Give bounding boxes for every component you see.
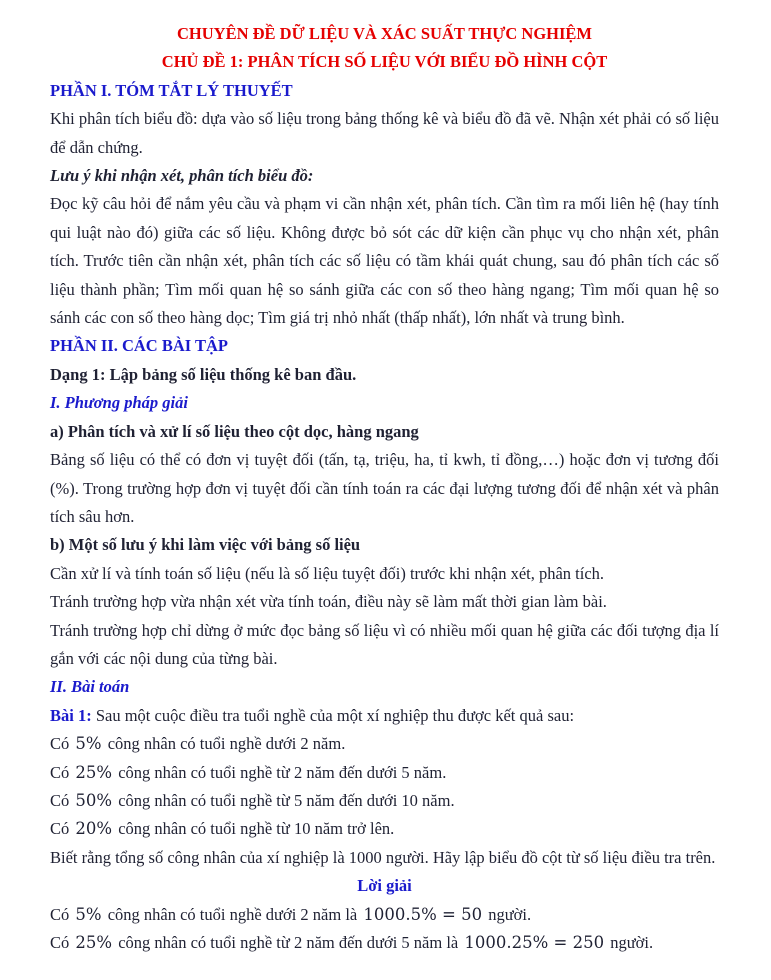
survey-item-text: công nhân có tuổi nghề từ 2 năm đến dưới 5 năm. xyxy=(114,762,447,782)
part1-intro-paragraph: Khi phân tích biểu đồ: dựa vào số liệu trong bảng thống kê và biểu đồ đã vẽ. Nhận xét phải có số liệu để dẫn chứng. xyxy=(50,109,719,157)
solution-rest-text: người. xyxy=(606,933,654,952)
method-heading: I. Phương pháp giải xyxy=(50,393,188,413)
point-b-line2: Tránh trường hợp vừa nhận xét vừa tính toán, điều này sẽ làm mất thời gian làm bài. xyxy=(50,592,607,612)
part1-note-heading: Lưu ý khi nhận xét, phân tích biểu đồ: xyxy=(50,166,314,186)
part2-heading: PHẦN II. CÁC BÀI TẬP xyxy=(50,336,229,356)
point-a-heading: a) Phân tích và xử lí số liệu theo cột dọc, hàng ngang xyxy=(50,421,419,441)
solution-line xyxy=(50,901,719,929)
problem-section-heading: II. Bài toán xyxy=(50,677,130,697)
solution-prefix: Có xyxy=(50,904,74,924)
part1-heading: PHẦN I. TÓM TẮT LÝ THUYẾT xyxy=(50,80,293,100)
doc-title-line1: CHUYÊN ĐỀ DỮ LIỆU VÀ XÁC SUẤT THỰC NGHIỆM xyxy=(177,24,592,43)
point-b-heading: b) Một số lưu ý khi làm việc với bảng số liệu xyxy=(50,535,361,555)
dang1-heading: Dạng 1: Lập bảng số liệu thống kê ban đầu. xyxy=(50,364,357,384)
problem-1-statement xyxy=(50,702,719,730)
survey-item-text: công nhân có tuổi nghề từ 10 năm trở lên. xyxy=(114,819,395,839)
solution-mid-text: công nhân có tuổi nghề từ 2 năm đến dưới 5 năm là xyxy=(114,933,463,952)
percent-value: 20% xyxy=(75,819,113,839)
survey-item xyxy=(50,759,719,787)
survey-item xyxy=(50,787,719,815)
survey-item xyxy=(50,730,719,758)
problem-1-note: Biết rằng tổng số công nhân của xí nghiệp là 1000 người. Hãy lập biểu đồ cột từ số liệu điều tra trên. xyxy=(50,847,716,867)
survey-item-text: công nhân có tuổi nghề từ 5 năm đến dưới 10 năm. xyxy=(114,790,455,810)
problem-1-label: Bài 1: xyxy=(50,705,92,725)
point-b-line1: Cần xử lí và tính toán số liệu (nếu là số liệu tuyệt đối) trước khi nhận xét, phân tích. xyxy=(50,563,605,583)
percent-value: 25% xyxy=(75,762,113,782)
survey-item-prefix: Có xyxy=(50,762,74,782)
percent-value: 5% xyxy=(75,904,102,924)
problem-1-intro-text: Sau một cuộc điều tra tuổi nghề của một xí nghiệp thu được kết quả sau: xyxy=(91,705,575,725)
solution-line xyxy=(50,929,719,957)
survey-item-prefix: Có xyxy=(50,790,74,810)
percent-value: 5% xyxy=(75,734,102,754)
survey-item xyxy=(50,815,719,843)
percent-value: 25% xyxy=(75,933,113,952)
doc-title-line2: CHỦ ĐỀ 1: PHÂN TÍCH SỐ LIỆU VỚI BIỂU ĐỒ HÌNH CỘT xyxy=(161,52,608,72)
survey-item-text: công nhân có tuổi nghề dưới 2 năm. xyxy=(103,734,346,754)
formula-value: 1000.25% = 250 xyxy=(464,933,605,952)
formula-value: 1000.5% = 50 xyxy=(363,904,483,924)
point-b-line3: Tránh trường hợp chỉ dừng ở mức đọc bảng số liệu vì có nhiều mối quan hệ giữa các đối tượng địa lí gắn với các nội dung của từng bài. xyxy=(50,620,719,668)
solution-heading: Lời giải xyxy=(357,876,412,896)
solution-rest-text: người. xyxy=(484,904,532,924)
solution-prefix: Có xyxy=(50,933,74,952)
solution-mid-text: công nhân có tuổi nghề dưới 2 năm là xyxy=(103,904,362,924)
part1-note-body: Đọc kỹ câu hỏi để nắm yêu cầu và phạm vi cần nhận xét, phân tích. Cần tìm ra mối liên hệ (hay tính qui luật nào đó) giữa các số liệu. Không được bỏ sót các dữ kiện cần phục vụ cho nhận xét, phân tích. Trước tiên cần nhận xét, phân tích các số liệu có tầm khái quát chung, sau đó phân tích các số liệu thành phần; Tìm mối quan hệ so sánh giữa các con số theo hàng ngang; Tìm mối quan hệ so sánh các con số theo hàng dọc; Tìm giá trị nhỏ nhất (thấp nhất), lớn nhất và trung bình. xyxy=(50,194,719,328)
survey-item-prefix: Có xyxy=(50,734,74,754)
percent-value: 50% xyxy=(75,790,113,810)
point-a-body: Bảng số liệu có thể có đơn vị tuyệt đối (tấn, tạ, triệu, ha, tỉ kwh, tỉ đồng,…) hoặc đơn vị tương đối (%). Trong trường hợp đơn vị tuyệt đối cần tính toán ra các đại lượng tương đối để nhận xét và phân tích sâu hơn. xyxy=(50,450,719,526)
survey-item-prefix: Có xyxy=(50,819,74,839)
